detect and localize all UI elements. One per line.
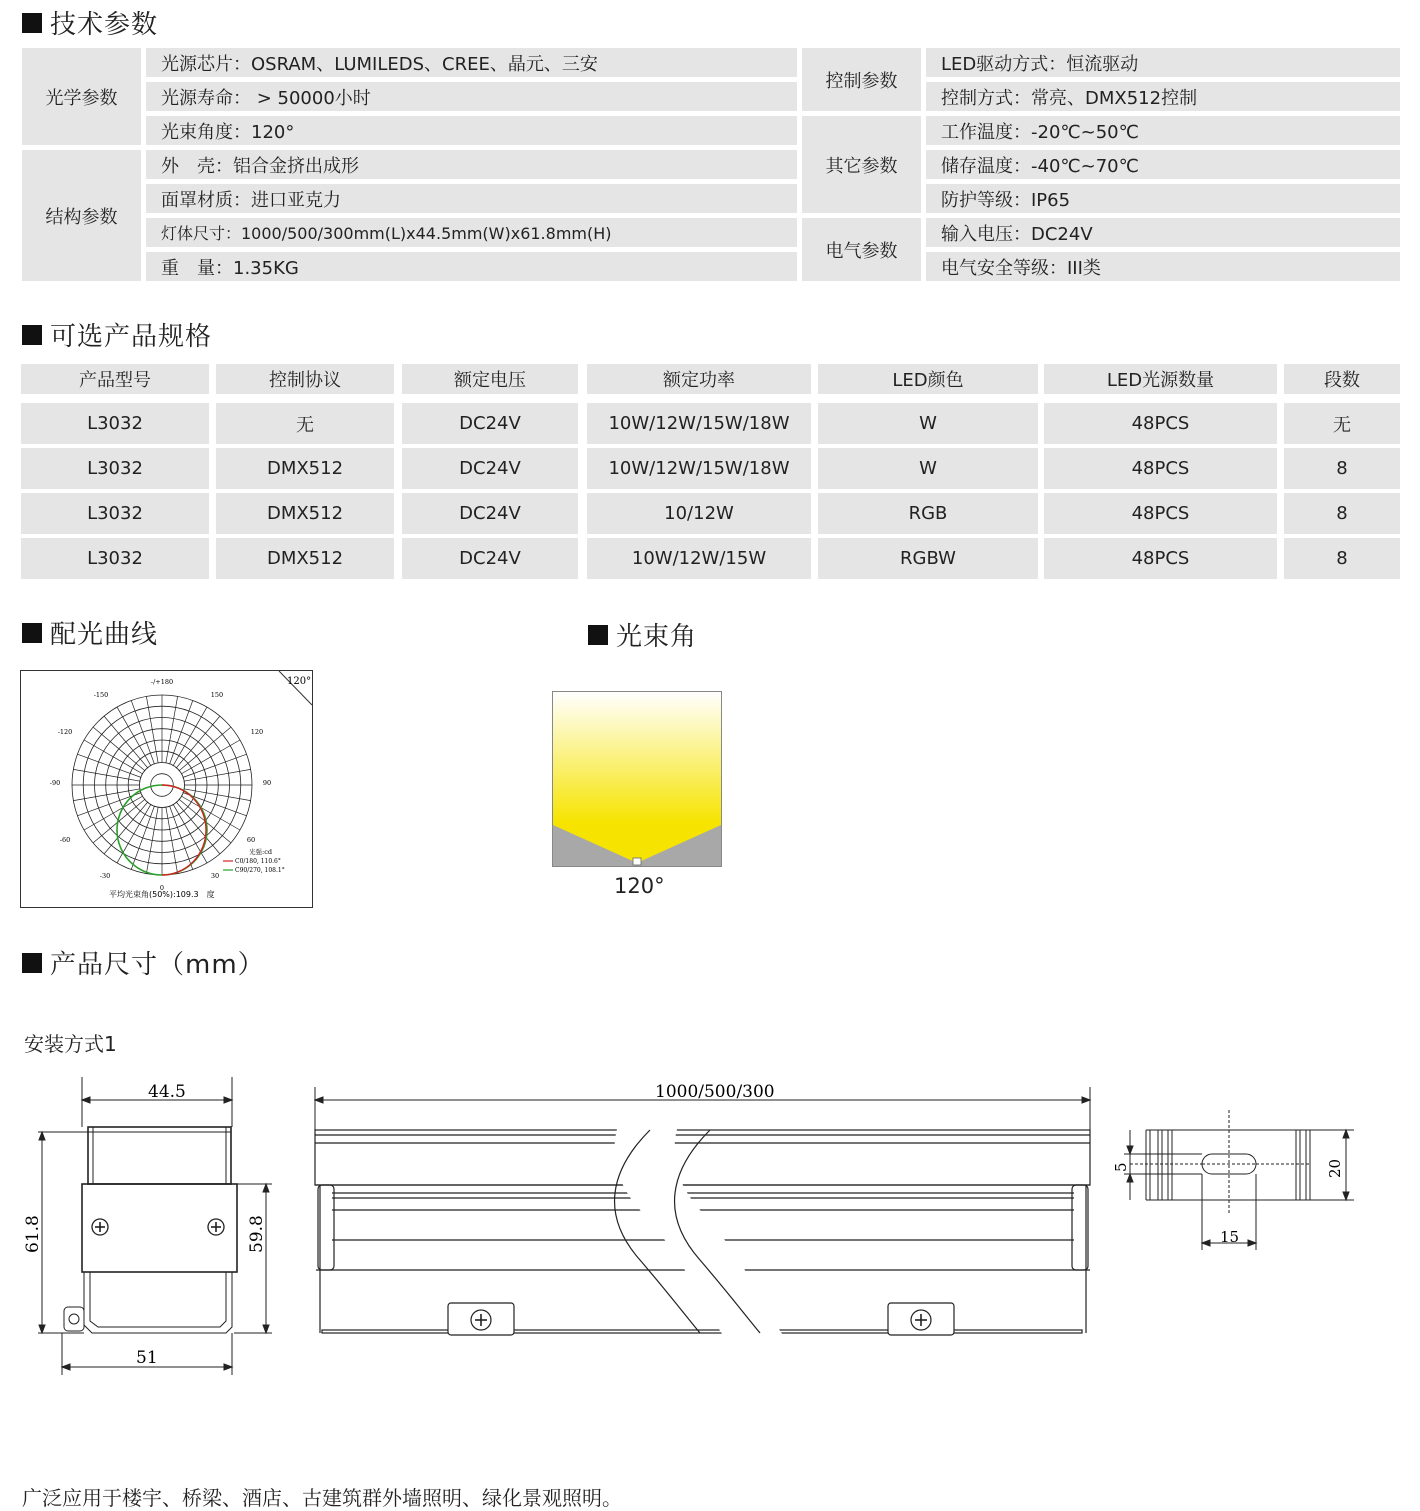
section-title-dims-text: 产品尺寸（mm） [50, 950, 265, 980]
spec-table-cell: RGB [818, 493, 1038, 534]
polar-angle-label: -30 [99, 872, 111, 880]
polar-spoke [131, 806, 154, 870]
section-title-dims [22, 944, 265, 981]
polar-angle-label: 0 [159, 884, 165, 892]
spec-table-cell: DC24V [402, 538, 578, 579]
polar-angle-label: -/+180 [150, 678, 174, 686]
tech-right-row: 控制方式：常亮、DMX512控制 [926, 82, 1400, 111]
tech-right-row: 储存温度：-40℃~70℃ [926, 150, 1400, 179]
polar-spoke [170, 700, 193, 764]
spec-table-cell: 48PCS [1044, 538, 1277, 579]
spec-table-cell: DMX512 [216, 448, 394, 489]
tech-left-row: 光源寿命： > 50000小时 [146, 82, 797, 111]
tech-group-label: 光学参数 [22, 48, 141, 145]
polar-spoke [117, 804, 151, 863]
tech-right-row: 电气安全等级：III类 [926, 252, 1400, 281]
section-title-beam [588, 616, 697, 653]
legend-c90: C90/270, 108.1° [235, 867, 285, 874]
section-title-curve-text: 配光曲线 [50, 620, 159, 650]
tech-right-row: 工作温度：-20℃~50℃ [926, 116, 1400, 145]
spec-table-cell: W [818, 448, 1038, 489]
section-title-curve [22, 614, 158, 651]
polar-spoke [181, 796, 240, 830]
polar-spoke [173, 804, 207, 863]
spec-table-cell: 10/12W [587, 493, 811, 534]
dim-slot-width: 15 [1220, 1228, 1240, 1246]
spec-table-cell: 8 [1284, 538, 1400, 579]
section-title-beam-text: 光束角 [616, 622, 698, 652]
tech-left-row: 光束角度：120° [146, 116, 797, 145]
polar-spoke [181, 740, 240, 774]
spec-table-cell: DMX512 [216, 493, 394, 534]
polar-chart-box [20, 670, 313, 908]
led-source-icon [633, 858, 641, 865]
polar-footer: 平均光束角(50%):109.3 度 [109, 890, 215, 899]
legend-c0: C0/180, 110.6° [235, 858, 281, 865]
section-title-options-text: 可选产品规格 [50, 322, 213, 352]
legend-title: 光强:cd [249, 848, 272, 856]
polar-spoke [84, 740, 143, 774]
polar-angle-label: -150 [93, 691, 109, 699]
spec-table-cell: 8 [1284, 448, 1400, 489]
beam-angle-label: 120° [614, 874, 665, 898]
cross-section-drawing [18, 1075, 288, 1385]
spec-table-cell: 48PCS [1044, 448, 1277, 489]
corner-label: 120° [287, 676, 312, 687]
spec-header-cell: 额定电压 [402, 364, 578, 394]
tech-right-row: 输入电压：DC24V [926, 218, 1400, 247]
polar-spoke [173, 707, 207, 766]
polar-angle-label: 150 [210, 691, 224, 699]
spec-table-cell: L3032 [21, 538, 209, 579]
spec-table-cell: DC24V [402, 493, 578, 534]
tech-left-row: 光源芯片：OSRAM、LUMILEDS、CREE、晶元、三安 [146, 48, 797, 77]
spec-table-cell: RGBW [818, 538, 1038, 579]
dim-slot-total: 20 [1326, 1158, 1344, 1178]
dim-width-top: 44.5 [148, 1082, 186, 1102]
spec-header-cell: 额定功率 [587, 364, 811, 394]
mounting-slot-drawing [1110, 1110, 1360, 1260]
tech-group-label: 结构参数 [22, 150, 141, 281]
beam-angle-graphic [552, 691, 722, 867]
spec-table-cell: W [818, 403, 1038, 444]
square-bullet-icon [22, 13, 42, 33]
spec-table-cell: 48PCS [1044, 403, 1277, 444]
spec-table-cell: 10W/12W/15W/18W [587, 403, 811, 444]
square-bullet-icon [22, 953, 42, 973]
spec-header-cell: 产品型号 [21, 364, 209, 394]
tech-group-label: 电气参数 [802, 218, 921, 281]
install-method-label: 安装方式1 [24, 1032, 117, 1056]
spec-table-cell: 8 [1284, 493, 1400, 534]
spec-header-cell: 段数 [1284, 364, 1400, 394]
tech-group-label: 其它参数 [802, 116, 921, 213]
polar-angle-label: 90 [262, 779, 272, 787]
polar-diagram [21, 671, 312, 907]
spec-header-cell: 控制协议 [216, 364, 394, 394]
polar-angle-label: 120 [250, 728, 264, 736]
polar-spoke [84, 796, 143, 830]
dim-height-left: 61.8 [23, 1215, 43, 1253]
square-bullet-icon [588, 625, 608, 645]
tech-left-row: 面罩材质：进口亚克力 [146, 184, 797, 213]
spec-table-cell: L3032 [21, 448, 209, 489]
application-text: 广泛应用于楼宇、桥梁、酒店、古建筑群外墙照明、绿化景观照明。 [22, 1486, 622, 1510]
dim-width-bottom: 51 [136, 1348, 158, 1368]
polar-angle-label: -60 [59, 836, 71, 844]
spec-table-cell: 无 [1284, 403, 1400, 444]
square-bullet-icon [22, 623, 42, 643]
beam-base [553, 692, 721, 866]
section-title-options [22, 316, 212, 353]
polar-spoke [170, 806, 193, 870]
polar-angle-label: -90 [49, 779, 61, 787]
polar-spoke [117, 707, 151, 766]
polar-angle-label: 60 [246, 836, 256, 844]
square-bullet-icon [22, 325, 42, 345]
spec-table-cell: L3032 [21, 403, 209, 444]
polar-spoke [131, 700, 154, 764]
tech-left-row: 外 壳：铝合金挤出成形 [146, 150, 797, 179]
polar-angle-label: -120 [57, 728, 73, 736]
polar-spoke [183, 754, 247, 777]
spec-table-cell: 无 [216, 403, 394, 444]
section-title-tech-text: 技术参数 [50, 10, 159, 40]
spec-header-cell: LED颜色 [818, 364, 1038, 394]
tech-left-row: 灯体尺寸：1000/500/300mm(L)x44.5mm(W)x61.8mm(H) [146, 218, 797, 247]
side-view-drawing [310, 1075, 1100, 1345]
spec-table-cell: DC24V [402, 403, 578, 444]
tech-right-row: 防护等级：IP65 [926, 184, 1400, 213]
dim-slot-height: 5 [1112, 1162, 1130, 1172]
spec-table-cell: 10W/12W/15W/18W [587, 448, 811, 489]
spec-table-cell: DC24V [402, 448, 578, 489]
dim-length: 1000/500/300 [655, 1082, 775, 1102]
polar-spoke [77, 754, 141, 777]
tech-right-row: LED驱动方式：恒流驱动 [926, 48, 1400, 77]
spec-header-cell: LED光源数量 [1044, 364, 1277, 394]
tech-group-label: 控制参数 [802, 48, 921, 111]
spec-table-cell: 48PCS [1044, 493, 1277, 534]
spec-table-cell: DMX512 [216, 538, 394, 579]
spec-table-cell: L3032 [21, 493, 209, 534]
section-title-tech [22, 4, 158, 41]
polar-angle-label: 30 [210, 872, 220, 880]
dim-height-right: 59.8 [247, 1215, 267, 1253]
spec-table-cell: 10W/12W/15W [587, 538, 811, 579]
tech-left-row: 重 量：1.35KG [146, 252, 797, 281]
